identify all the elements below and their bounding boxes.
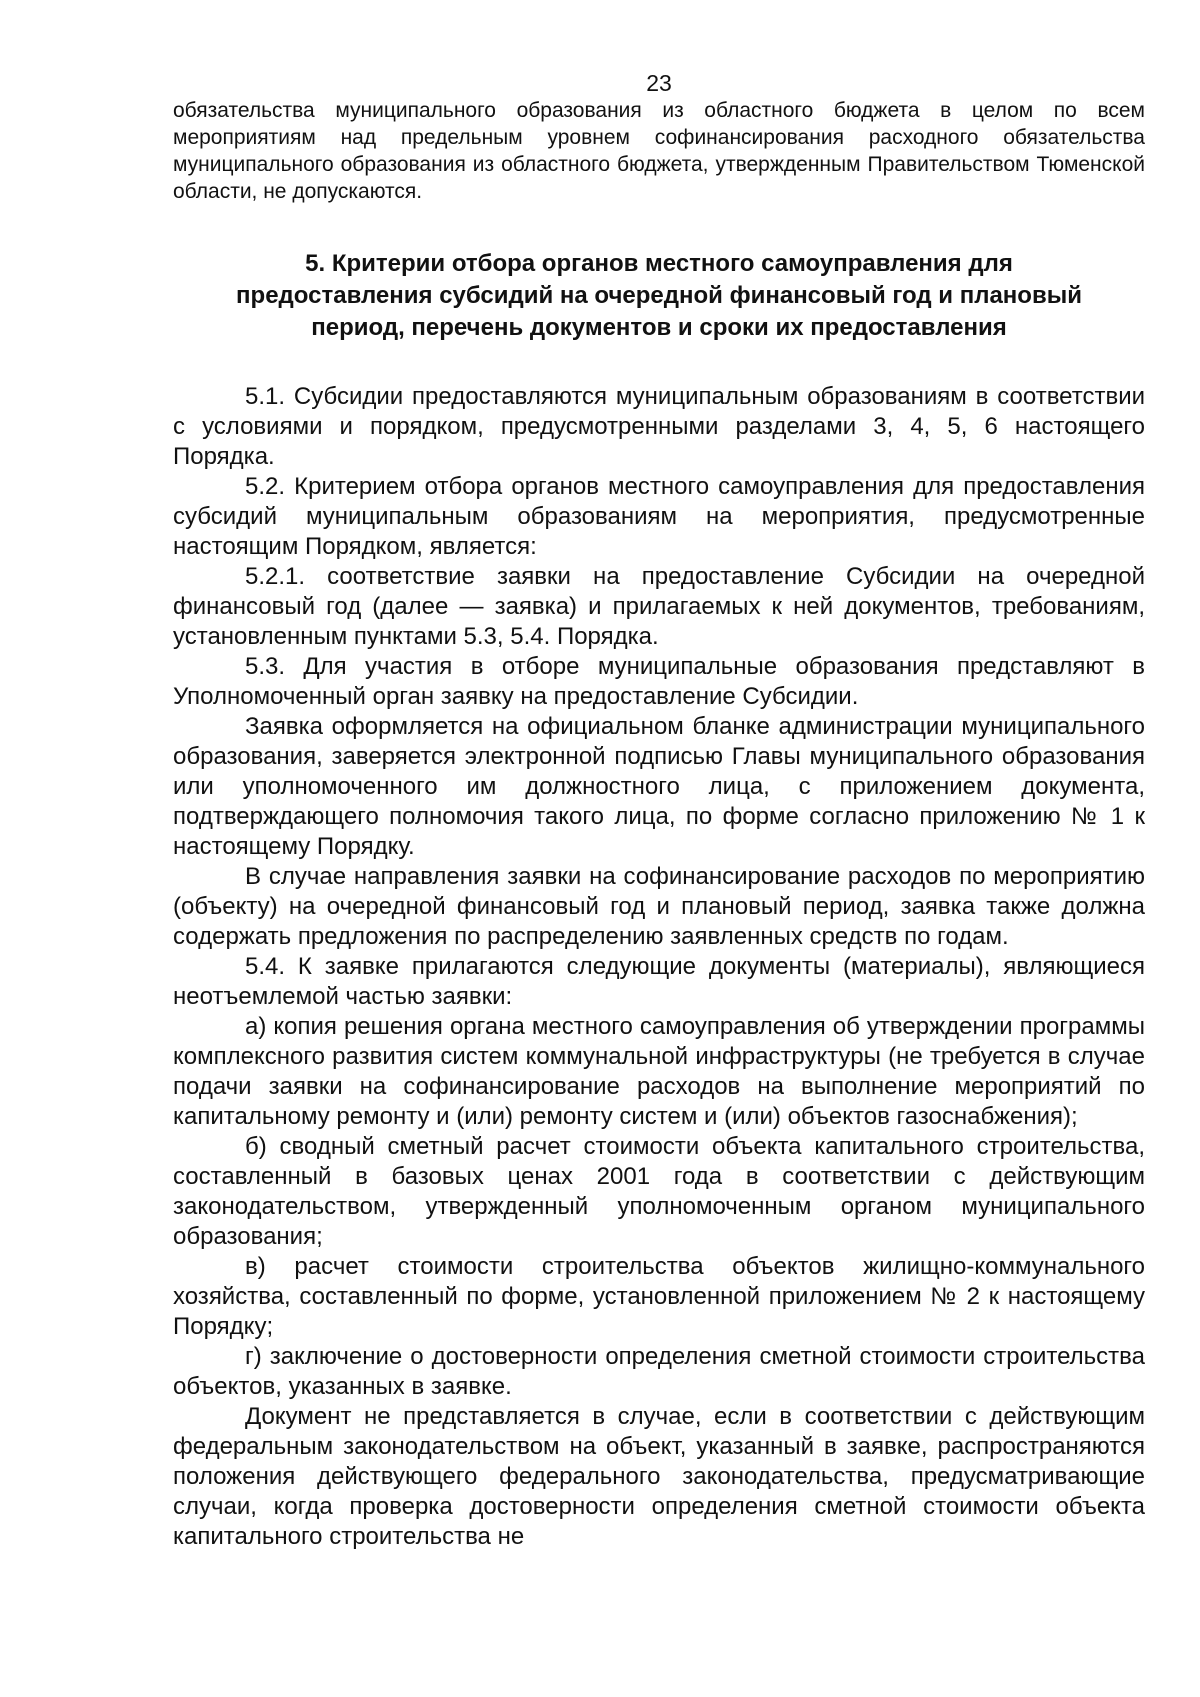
- list-item-g: г) заключение о достоверности определения сметной стоимости строительства объектов, указанных в заявке.: [173, 1343, 1145, 1400]
- paragraph-application-form: Заявка оформляется на официальном бланке администрации муниципального образования, заверяется электронной подписью Главы муниципального образования или уполномоченного им должностного лица, с приложением документа, подтверждающего полномочия такого лица, по форме согласно приложению № 1 к настоящему Порядку.: [173, 713, 1145, 860]
- section-heading: [173, 248, 1145, 344]
- paragraph-5-1: 5.1. Субсидии предоставляются муниципальным образованиям в соответствии с условиями и порядком, предусмотренными разделами 3, 4, 5, 6 настоящего Порядка.: [173, 383, 1145, 470]
- list-item-b: б) сводный сметный расчет стоимости объекта капитального строительства, составленный в базовых ценах 2001 года в соответствии с действующим законодательством, утвержденный уполномоченным органом муниципального образования;: [173, 1133, 1145, 1250]
- document-page: [173, 70, 1145, 1552]
- paragraph-5-2-1: 5.2.1. соответствие заявки на предоставление Субсидии на очередной финансовый год (далее — заявка) и прилагаемых к ней документов, требованиям, установленным пунктами 5.3, 5.4. Порядка.: [173, 563, 1145, 650]
- section-heading-line-1: 5. Критерии отбора органов местного самоуправления для: [305, 250, 1013, 277]
- page-number: 23: [646, 70, 672, 96]
- paragraph-5-2: 5.2. Критерием отбора органов местного самоуправления для предоставления субсидий муниципальным образованиям на мероприятия, предусмотренные настоящим Порядком, является:: [173, 473, 1145, 560]
- section-body: [173, 382, 1145, 1552]
- section-heading-line-3: период, перечень документов и сроки их предоставления: [311, 314, 1007, 341]
- section-heading-line-2: предоставления субсидий на очередной финансовый год и плановый: [236, 282, 1082, 309]
- paragraph-5-3: 5.3. Для участия в отборе муниципальные образования представляют в Уполномоченный орган заявку на предоставление Субсидии.: [173, 653, 1145, 710]
- paragraph-cofinancing: В случае направления заявки на софинансирование расходов по мероприятию (объекту) на очередной финансовый год и плановый период, заявка также должна содержать предложения по распределению заявленных средств по годам.: [173, 863, 1145, 950]
- paragraph-document-exception: Документ не представляется в случае, если в соответствии с действующим федеральным законодательством на объект, указанный в заявке, распространяются положения действующего федерального законодательства, предусматривающие случаи, когда проверка достоверности определения сметной стоимости объекта капитального строительства не: [173, 1403, 1145, 1550]
- list-item-v: в) расчет стоимости строительства объектов жилищно-коммунального хозяйства, составленный по форме, установленной приложением № 2 к настоящему Порядку;: [173, 1253, 1145, 1340]
- paragraph-5-4: 5.4. К заявке прилагаются следующие документы (материалы), являющиеся неотъемлемой частью заявки:: [173, 953, 1145, 1010]
- intro-paragraph: обязательства муниципального образования из областного бюджета в целом по всем мероприятиям над предельным уровнем софинансирования расходного обязательства муниципального образования из областного бюджета, утвержденным Правительством Тюменской области, не допускаются.: [173, 99, 1145, 203]
- list-item-a: а) копия решения органа местного самоуправления об утверждении программы комплексного развития систем коммунальной инфраструктуры (не требуется в случае подачи заявки на софинансирование расходов на выполнение мероприятий по капитальному ремонту и (или) ремонту систем и (или) объектов газоснабжения);: [173, 1013, 1145, 1130]
